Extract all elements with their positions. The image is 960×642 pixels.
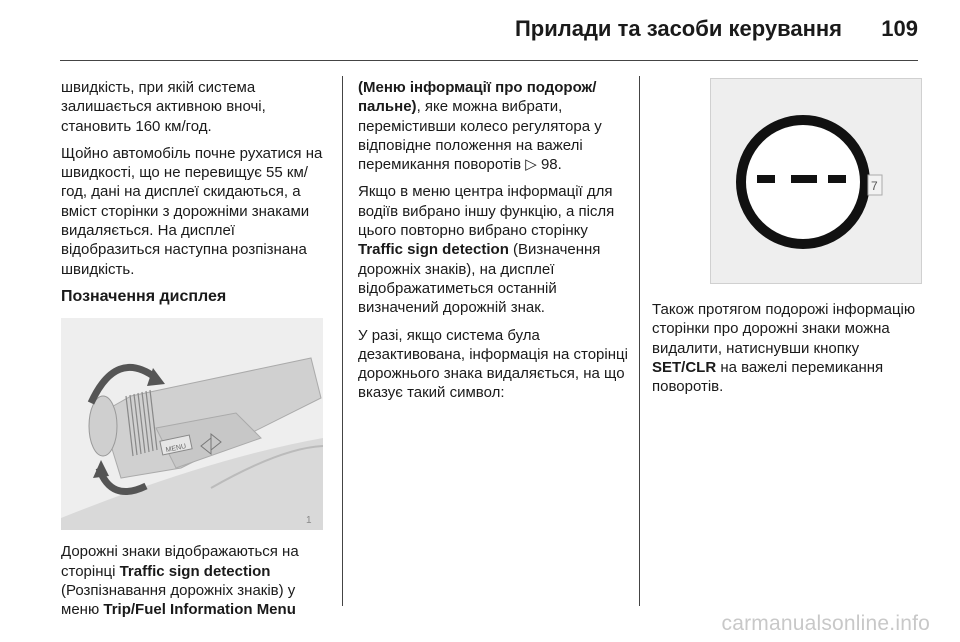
figure-code: 7 [871,179,878,193]
menu-button-label: MENU [165,443,187,455]
cross-reference-arrow-icon: ▷ [525,156,537,174]
column-left [61,78,331,627]
paragraph: Якщо в меню центра інформації для водіїв вибрано іншу функцію, а після цього повторно вибрано сторінку Traffic sign detection (Визначення дорожніх знаків), на дисплеї відображатиметься останній визначений дорожній знак. [358,183,615,317]
section-heading: Позначення дисплея [61,287,227,305]
turn-signal-stalk-illustration [61,318,323,530]
column-right [652,78,922,404]
header-rule [60,60,918,61]
paragraph: (Меню інформації про подорож/пальне), яке можна вибрати, перемістивши колесо регулятора у відповідне положення на важелі перемикання поворотів ▷ 98. [358,79,602,174]
paragraph: Також протягом подорожі інформацію сторінки про дорожні знаки можна видалити, натиснувши кнопку SET/CLR на важелі перемикання поворотів. [652,301,916,396]
page-title: Прилади та засоби керування [514,16,842,41]
watermark: carmanualsonline.info [721,612,930,635]
stalk-figure [61,318,323,530]
column-middle [358,78,628,411]
end-of-restriction-sign-icon [711,79,921,283]
paragraph: У разі, якщо система була дезактивована, інформація на сторінці дорожнього знака видаляється, на що вказує такий символ: [358,326,628,402]
figure-code: 1 [306,515,312,527]
column-divider-1 [342,76,343,606]
end-of-restriction-figure [710,78,922,284]
column-divider-2 [639,76,640,606]
figure-caption: Дорожні знаки відображаються на сторінці Traffic sign detection (Розпізнавання дорожніх знаків) у меню Trip/Fuel Information Menu [61,543,299,619]
paragraph: Щойно автомобіль почне рухатися на швидкості, що не перевищує 55 км/год, дані на дисплеї скидаються, а вміст сторінки з дорожніми знаками видаляється. На дисплеї відобразиться наступна розпізнана швидкість. [61,144,323,278]
paragraph: швидкість, при якій система залишається активною вночі, становить 160 км/год. [61,79,266,135]
page-number: 109 [881,16,918,41]
